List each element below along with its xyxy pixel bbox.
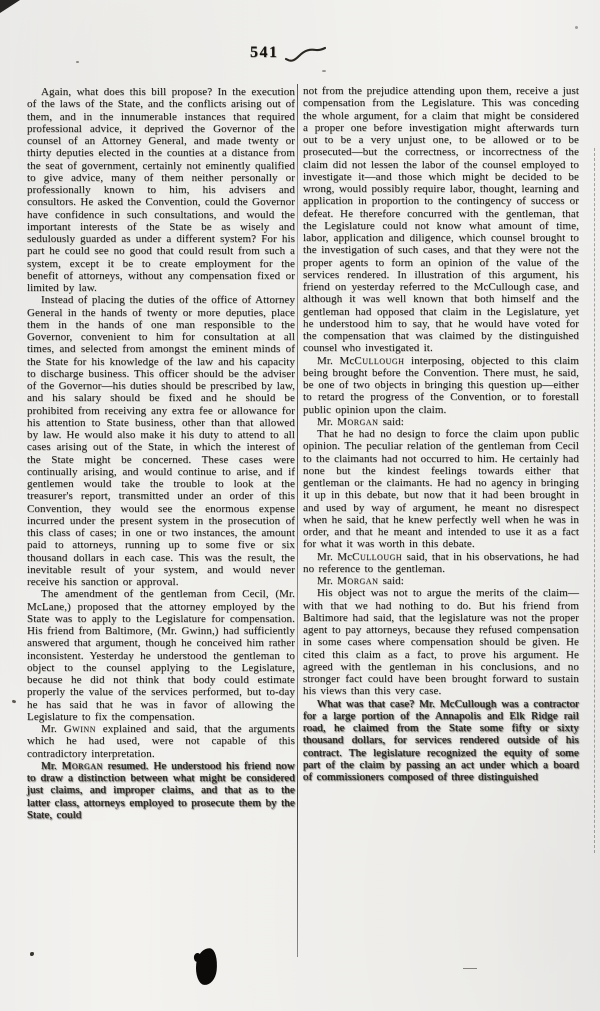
scan-dash-artifact [463, 968, 477, 969]
text-run: interposing, objected to this claim being brought before the Convention. There must, he said, be one of two objects in bringing this question up—either to retard the progress of the Convention, or to forestall public opinion upon the claim. [303, 354, 579, 416]
scan-speck [322, 70, 326, 72]
text-run: not from the prejudice attending upon them, receive a just compensation from the Legislature. This was conceding the whole argument, for a claim that might be considered a proper one before investigation might afterwards turn out to be a very unjust one, to be allowed or to be prosecuted—but the correctness, or incorrectness of the claim did not lessen the labor of the counsel employed to investigate it—and those which might be decided to be wrong, would possibly require labor, thought, learning and application in proportion to the contingency of success or defeat. He therefore concurred with the gentleman, that the Legislature could not know what amount of time, labor, application and diligence, which counsel brought to the investigation of such cases, and that they were not the proper agents to form an opinion of the value of the services rendered. In illustration of this argument, his friend on yesterday referred to the McCullough case, and although it was well known that both himself and the gentleman had opposed that claim in the Legislature, yet he understood him to say, that he would have voted for the compensation that was claimed by the distinguished counsel who investigated it. [303, 85, 579, 355]
text-run: Mr. Mc [317, 550, 353, 563]
paragraph [303, 85, 579, 355]
text-run: What was that case? Mr. McCullough was a contractor for a large portion of the Annapolis and Elk Ridge rail road, he claimed from the State some fifty or sixty thousand dollars, for services rendered outside of his contract. The legislature recognized the equity of some part of the claim by passing an act under which a board of commissioners composed of three distinguished [303, 697, 579, 783]
text-run: explained and said, that the arguments which he had used, were not capable of this contradictory interpretation. [27, 723, 295, 760]
scan-speck [575, 26, 578, 29]
speaker-name: Morgan [337, 415, 379, 428]
paragraph [27, 760, 295, 821]
text-run: His object was not to argue the merits of the claim—with that we had nothing to do. But his friend from Baltimore had said, that the legislature was not the proper agent to pay attorneys, because they refused compensation in some cases where compensation should be given. He cited this claim as a fact, to prove his argument. He agreed with the gentleman in his conclusions, and no stronger fact could have been brought forward to sustain his views than this very case. [303, 587, 579, 698]
margin-mark [30, 952, 34, 956]
paragraph [27, 86, 295, 294]
text-run: Mr. [41, 759, 62, 772]
paragraph [27, 588, 295, 723]
text-run: Mr. Mc [317, 354, 355, 367]
speaker-name: Morgan [337, 575, 379, 587]
paragraph [303, 698, 579, 784]
paragraph [27, 294, 295, 588]
paragraph [303, 428, 579, 551]
ink-blot-artifact [194, 947, 219, 986]
paragraph [303, 551, 579, 576]
scan-speck [76, 61, 79, 63]
speaker-name: Cullough [354, 354, 405, 367]
text-run: Instead of placing the duties of the office of Attorney General in the hands of twenty or more deputies, place them in the hands of one man responsible to the Governor, convenient to him for consultation at all times, and selected from amongst the eminent minds of the State for his knowledge of the law and his capacity to discharge business. This officer should be the adviser of the Governor—his duties should be prescribed by law, and his salary should be fixed and he should be prohibited from receiving any extra fee or allowance for his attention to State business, other than that allowed by law. He would also make it his duty to attend to all cases arising out of the State, in which the interest of the State might be concerned. These cases were continually arising, and would continue to arise, and if gentlemen would take the trouble to look at the treasurer's report, transmitted under an order of this Convention, they would see the enormous expense incurred under the present system in the prosecution of this class of cases; in one or two instances, the amount paid to attorneys, running up to some five or six thousand dollars in each case. This was the result, the inevitable result of your system, and would never receive his sanction or approval. [27, 294, 296, 588]
speaker-name: Gwinn [63, 723, 96, 735]
text-run: Mr. [41, 723, 64, 735]
pen-checkmark-icon [284, 46, 326, 64]
paragraph [303, 416, 579, 428]
text-run: said, that in his observations, he had no reference to the gentleman. [303, 550, 579, 575]
margin-mark [12, 699, 17, 703]
speaker-name: Cullough [352, 550, 403, 563]
text-run: Mr. [317, 575, 338, 587]
text-run: said: [378, 575, 404, 587]
speaker-name: Morgan [61, 759, 103, 772]
scan-corner-artifact [0, 0, 20, 13]
page-edge-artifact [594, 148, 595, 853]
column-divider-rule [297, 84, 298, 957]
text-run: Again, what does this bill propose? In the execution of the laws of the State, and the conflicts arising out of them, and in the innumerable instances that required professional advice, it deprived the Governor of the counsel of an Attorney General, and made twenty or thirty deputies elected in the counties at a distance from the seat of government, certainly not eminently qualified to give advice, many of them neither personally or professionally known to him, his advisers and consultors. He asked the Convention, could the Governor have confidence in such consultations, and would the important interests of the State be as wisely and sedulously guarded as under a different system? For his part he could see no good that could result from such a system, except it be to create employment for the benefit of attorneys, without any compensation fixed or limited by law. [27, 86, 295, 294]
paragraph [303, 587, 579, 697]
text-run: That he had no design to force the claim upon public opinion. The peculiar relation of the gentleman from Cecil to the claimants had not occurred to him. He certainly had none but the kindest feelings towards either that gentleman or the claimants. He had no agency in bringing it up in this debate, but now that it had been brought in and used by way of argument, he meant no disrespect when he said, that he knew perfectly well when he was in order, and that he meant and intended to use it as a fact for what it was worth in this debate. [303, 428, 579, 551]
paragraph [303, 355, 579, 416]
paragraph [303, 575, 579, 587]
text-run: said: [378, 415, 404, 428]
page-number: 541 [250, 44, 279, 61]
text-run: The amendment of the gentleman from Cecil, (Mr. McLane,) proposed that the attorney employed by the State was to apply to the Legislature for compensation. His friend from Baltimore, (Mr. Gwinn,) had sufficiently answered that argument, though he conceived him rather inconsistent. Yesterday he understood the gentleman to object to the counsel applying to the Legislature, because he did not think that body could estimate properly the value of the services performed, but to-day he has said that he was in favor of allowing the Legislature to fix the compensation. [27, 588, 295, 723]
text-run: Mr. [317, 415, 338, 428]
left-text-column [27, 86, 295, 821]
paragraph [27, 723, 295, 760]
text-run: resumed. He understood his friend now to draw a distinction between what might be considered just claims, and improper claims, and that as to the latter class, attorneys employed to prosecute them by the State, could [27, 759, 295, 821]
right-text-column [303, 85, 579, 783]
